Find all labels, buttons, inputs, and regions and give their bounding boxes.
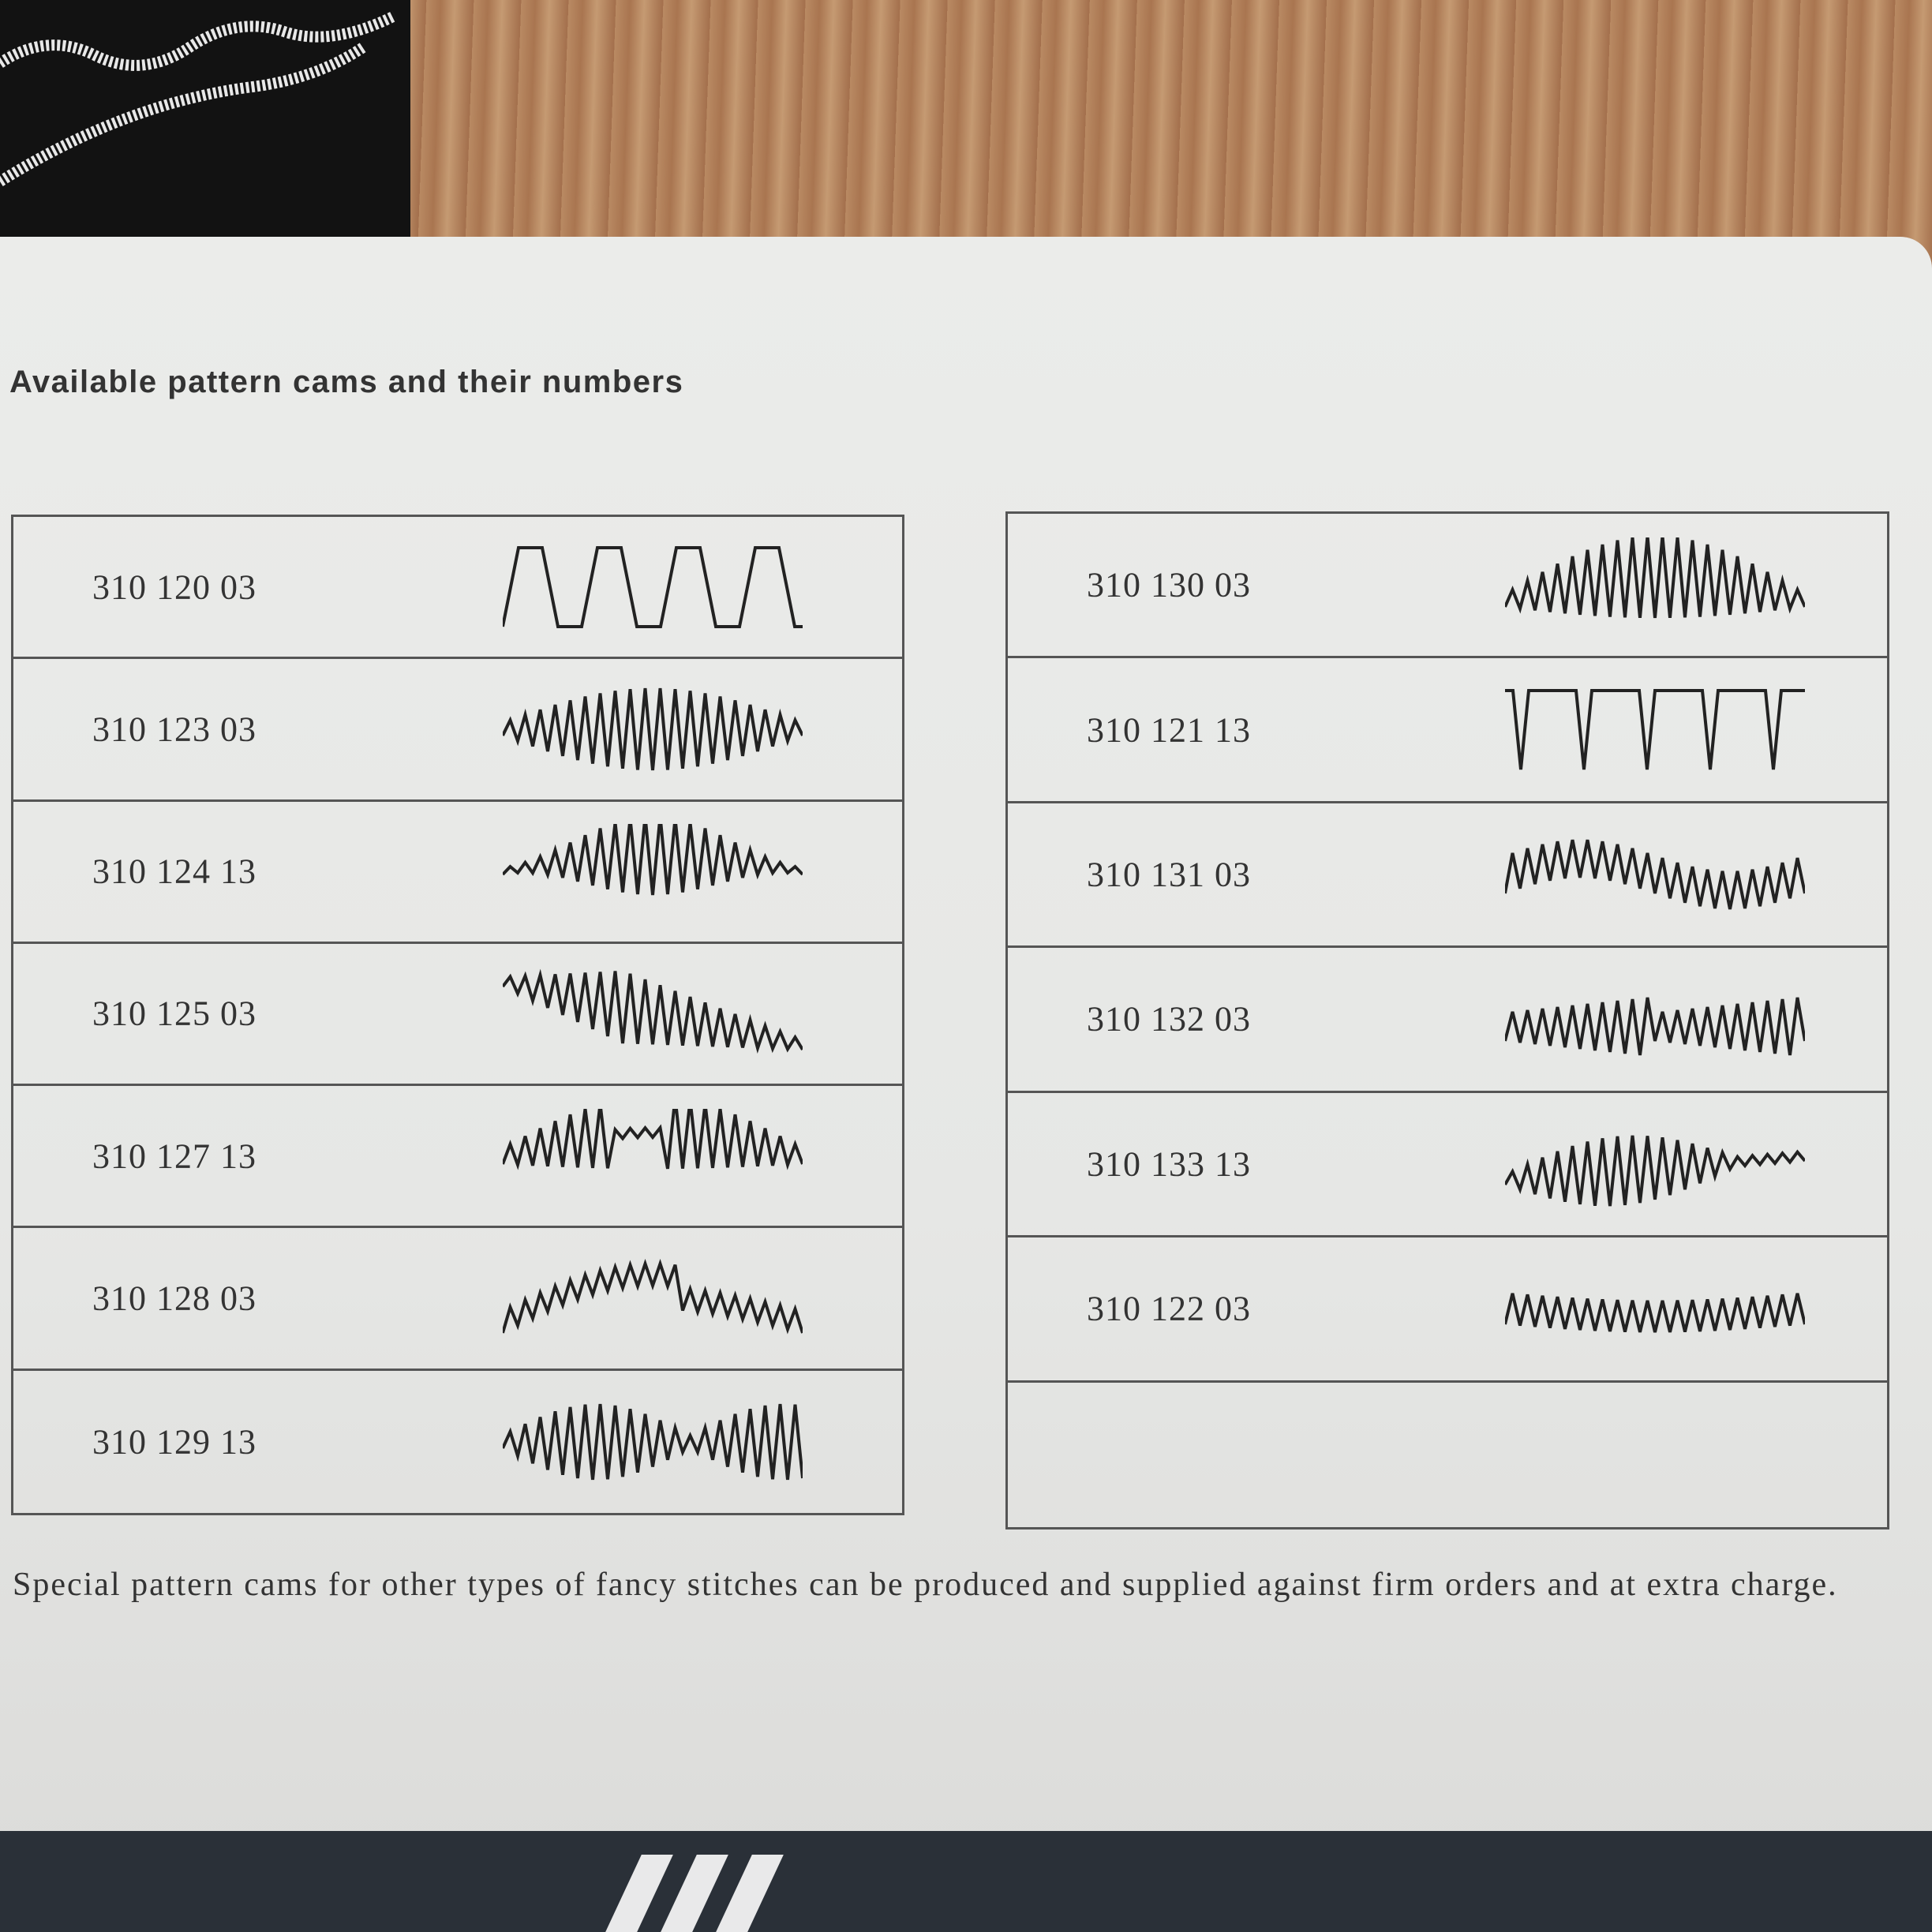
table-row xyxy=(1008,948,1887,1092)
cam-number: 310 133 13 xyxy=(1087,1144,1251,1184)
cam-number: 310 132 03 xyxy=(1087,999,1251,1039)
cam-number: 310 127 13 xyxy=(92,1136,256,1176)
table-row xyxy=(1008,658,1887,803)
stitch-pattern-icon xyxy=(503,1251,803,1346)
cam-number: 310 120 03 xyxy=(92,567,256,607)
table-row xyxy=(13,1371,902,1513)
cam-number: 310 131 03 xyxy=(1087,855,1251,894)
table-row xyxy=(13,1228,902,1370)
pattern-cam-table-left xyxy=(11,515,904,1515)
stitch-pattern-icon xyxy=(503,682,803,777)
cam-number: 310 124 13 xyxy=(92,852,256,891)
pattern-cam-table-right xyxy=(1005,511,1889,1530)
stitch-pattern-icon xyxy=(1505,827,1805,922)
table-row xyxy=(1008,1237,1887,1382)
stitch-pattern-icon xyxy=(503,824,803,919)
cam-number: 310 130 03 xyxy=(1087,565,1251,605)
table-row xyxy=(1008,1093,1887,1237)
stitch-pattern-icon xyxy=(1505,683,1805,777)
embroidery-stitch-decoration xyxy=(0,0,710,260)
table-row xyxy=(13,517,902,659)
stitch-pattern-icon xyxy=(1505,537,1805,632)
cam-number: 310 128 03 xyxy=(92,1279,256,1318)
cam-number: 310 125 03 xyxy=(92,994,256,1033)
table-row xyxy=(1008,803,1887,948)
cam-number: 310 123 03 xyxy=(92,710,256,749)
cam-number: 310 129 13 xyxy=(92,1422,256,1462)
table-row xyxy=(13,802,902,944)
cam-number: 310 121 13 xyxy=(1087,710,1251,750)
background-below-page xyxy=(0,1831,1932,1932)
stitch-pattern-icon xyxy=(503,1109,803,1204)
table-row xyxy=(13,1086,902,1228)
stitch-pattern-icon xyxy=(1505,1117,1805,1211)
cam-number: 310 122 03 xyxy=(1087,1289,1251,1328)
stitch-pattern-icon xyxy=(1505,972,1805,1066)
stitch-pattern-icon xyxy=(1505,1261,1805,1356)
table-row xyxy=(1008,514,1887,658)
table-row xyxy=(13,659,902,801)
stitch-pattern-icon xyxy=(503,540,803,635)
stitch-pattern-icon xyxy=(503,966,803,1061)
stitch-pattern-icon xyxy=(503,1395,803,1489)
footnote: Special pattern cams for other types of fancy stitches can be produced and supplied against firm orders and at extra charge. xyxy=(13,1567,1838,1603)
page-title: Available pattern cams and their numbers xyxy=(9,365,684,399)
table-row xyxy=(13,944,902,1086)
table-row xyxy=(1008,1383,1887,1527)
